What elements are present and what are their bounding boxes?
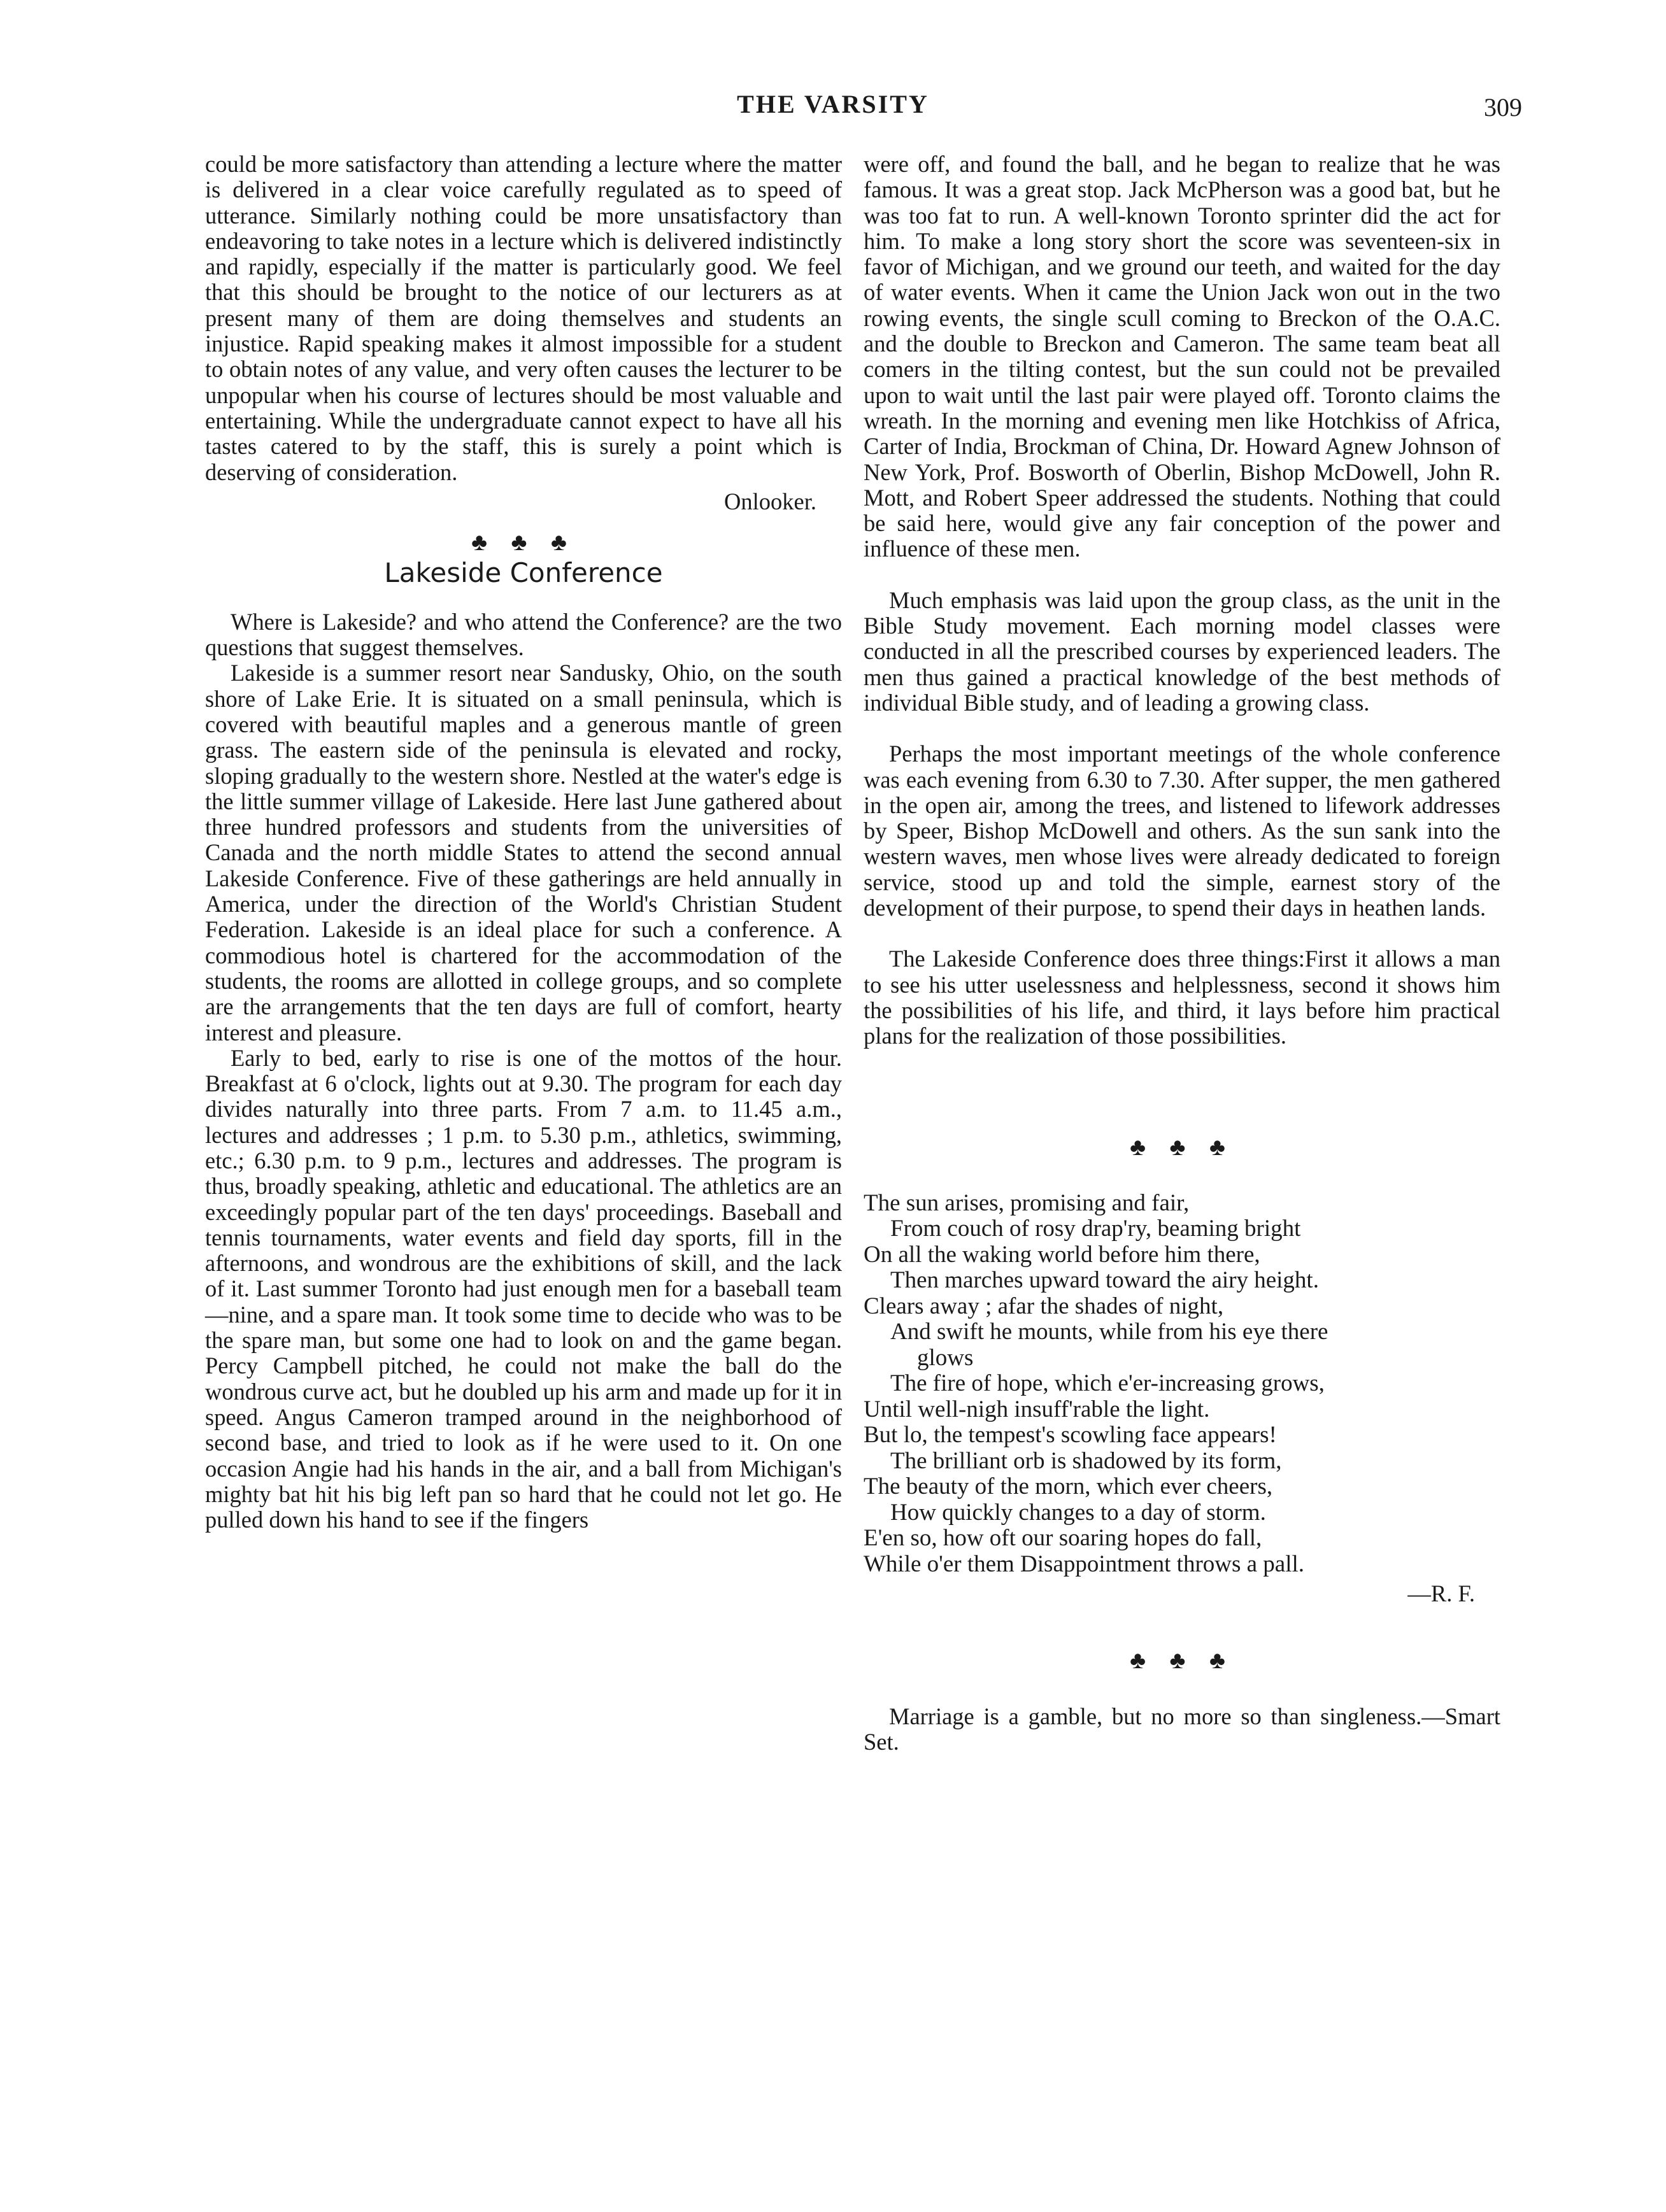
poem-line: The fire of hope, which e'er-increasing grows, [890, 1370, 1325, 1397]
article-paragraph: Much emphasis was laid upon the group class, as the unit in the Bible Study movement. Each morning model classes were conducted in all the prescribed courses by experienced leaders. The men thus gained a practical knowledge of the best methods of individual Bible study, and of leading a growing class. [864, 586, 1500, 716]
poem-line: glows [917, 1344, 974, 1371]
closing-quote: Marriage is a gamble, but no more so than singleness.—Smart Set. [864, 1703, 1500, 1755]
poem-signature: —R. F. [1407, 1580, 1475, 1607]
poem-line: The sun arises, promising and fair, [864, 1189, 1190, 1216]
article-paragraph: Lakeside is a summer resort near Sandusky, Ohio, on the south shore of Lake Erie. It is situated on a small peninsula, which is covered with beautiful maples and a generous mantle of green grass. The eastern side of the peninsula is elevated and rocky, sloping gradually to the western shore. Nestled at the water's edge is the little summer village of Lakeside. Here last June gathered about three hundred professors and students from the universities of Canada and the north middle States to attend the second annual Lakeside Conference. Five of these gatherings are held annually in America, under the direction of the World's Christian Student Federation. Lakeside is an ideal place for such a conference. A commodious hotel is chartered for the accommodation of the students, the rooms are allotted in college groups, and so complete are the arrangements that the ten days are full of comfort, hearty interest and pleasure. [205, 660, 842, 1046]
poem-line: How quickly changes to a day of storm. [890, 1499, 1266, 1526]
club-ornament-divider: ♣ ♣ ♣ [1130, 1133, 1234, 1161]
running-header-title: THE VARSITY [737, 90, 929, 118]
club-ornament-divider: ♣ ♣ ♣ [1130, 1647, 1234, 1674]
article-paragraph: Perhaps the most important meetings of the whole conference was each evening from 6.30 to 7.30. After supper, the men gathered in the open air, among the trees, and listened to lifework addresses by Speer, Bishop McDowell and others. As the sun sank into the western waves, men whose lives were already dedicated to foreign service, stood up and told the simple, earnest story of the development of their purpose, to spend their days in heathen lands. [864, 741, 1500, 921]
poem-line: From couch of rosy drap'ry, beaming bright [890, 1216, 1301, 1242]
poem-line: Clears away ; afar the shades of night, [864, 1293, 1224, 1319]
opening-paragraph: could be more satisfactory than attending a lecture where the matter is delivered in a clear voice carefully regulated as to speed of utterance. Similarly nothing could be more unsatisfactory than endeavoring to take notes in a lecture which is delivered indistinctly and rapidly, especially if the matter is particularly good. We feel that this should be brought to the notice of our lecturers as at present many of them are doing themselves and students an injustice. Rapid speaking makes it almost impossible for a student to obtain notes of any value, and very often causes the lecturer to be unpopular when his course of lectures should be most valuable and entertaining. While the undergraduate cannot expect to have all his tastes catered to by the staff, this is surely a point which is deserving of consideration. [205, 151, 842, 485]
poem-line: Then marches upward toward the airy height. [890, 1267, 1319, 1294]
left-column [205, 152, 842, 1533]
poem-line: Until well-nigh insuff'rable the light. [864, 1396, 1210, 1422]
article-paragraph: Early to bed, early to rise is one of the mottos of the hour. Breakfast at 6 o'clock, lights out at 9.30. The program for each day divides naturally into three parts. From 7 a.m. to 11.45 a.m., lectures and addresses ; 1 p.m. to 5.30 p.m., athletics, swimming, etc.; 6.30 p.m. to 9 p.m., lectures and addresses. The program is thus, broadly speaking, athletic and educational. The athletics are an exceedingly popular part of the ten days' proceedings. Baseball and tennis tournaments, water events and field day sports, fill in the afternoons, and wondrous are the exhibitions of skill, and the lack of it. Last summer Toronto had just enough men for a baseball team—nine, and a spare man. It took some time to decide who was to be the spare man, but some one had to look on and the game began. Percy Campbell pitched, he could not make the ball do the wondrous curve act, but he doubled up his arm and made up for it in speed. Angus Cameron tramped around in the neighborhood of second base, and tried to look as if he were used to it. On one occasion Angie had his hands in the air, and a ball from Michigan's mighty bat hit his big left pan so hard that he could not let go. He pulled down his hand to see if the fingers [205, 1044, 842, 1533]
article-paragraph: Where is Lakeside? and who attend the Conference? are the two questions that suggest themselves. [205, 608, 842, 661]
poem-line: The beauty of the morn, which ever cheers, [864, 1473, 1273, 1500]
poem-line: And swift he mounts, while from his eye there [890, 1319, 1328, 1345]
club-ornament-divider: ♣ ♣ ♣ [471, 529, 576, 557]
right-column [864, 152, 1500, 1755]
page-number: 309 [1484, 93, 1522, 122]
poem-line: But lo, the tempest's scowling face appears! [864, 1422, 1277, 1449]
poem-line: On all the waking world before him there, [864, 1241, 1260, 1268]
poem-line: E'en so, how oft our soaring hopes do fall, [864, 1525, 1262, 1552]
author-signature: Onlooker. [724, 488, 816, 514]
article-paragraph: The Lakeside Conference does three things:First it allows a man to see his utter uselessness and helplessness, second it shows him the possibilities of his life, and third, it lays before him practical plans for the realization of those possibilities. [864, 946, 1500, 1049]
poem-line: The brilliant orb is shadowed by its form, [890, 1447, 1282, 1474]
poem-line: While o'er them Disappointment throws a pall. [864, 1550, 1305, 1577]
poem [864, 1191, 1500, 1578]
section-title: Lakeside Conference [384, 557, 663, 589]
article-continuation: were off, and found the ball, and he began to realize that he was famous. It was a great stop. Jack McPherson was a good bat, but he was too fat to run. A well-known Toronto sprinter did the act for him. To make a long story short the score was seventeen-six in favor of Michigan, and we ground our teeth, and waited for the day of water events. When it came the Union Jack won out in the two rowing events, the single scull coming to Breckon of the O.A.C. and the double to Breckon and Cameron. The same team beat all comers in the tilting contest, but the sun could not be prevailed upon to wait until the last pair were played off. Toronto claims the wreath. In the morning and evening men like Hotchkiss of Africa, Carter of India, Brockman of China, Dr. Howard Agnew Johnson of New York, Prof. Bosworth of Oberlin, Bishop McDowell, John R. Mott, and Robert Speer addressed the students. Nothing that could be said here, would give any fair conception of the power and influence of these men. [864, 151, 1500, 562]
